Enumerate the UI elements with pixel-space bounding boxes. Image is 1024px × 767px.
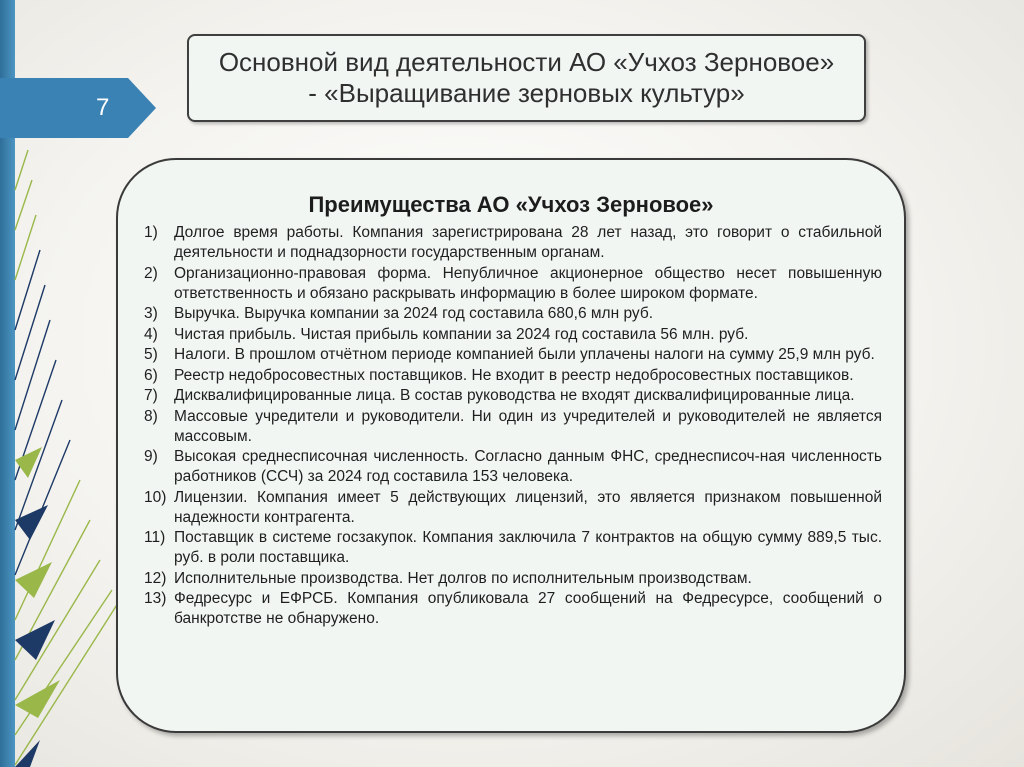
item-number: 4) xyxy=(144,325,158,343)
title-line-2: - «Выращивание зерновых культур» xyxy=(308,78,745,108)
item-number: 8) xyxy=(144,407,158,425)
list-item xyxy=(144,223,882,263)
list-item xyxy=(144,366,882,386)
list-item xyxy=(144,569,882,589)
slide-number: 7 xyxy=(96,94,110,121)
item-number: 5) xyxy=(144,346,158,363)
item-text: Реестр недобросовестных поставщиков. Не входит в реестр недобросовестных поставщиков. xyxy=(174,366,854,384)
item-number: 13) xyxy=(144,590,167,607)
item-text: Исполнительные производства. Нет долгов по исполнительным производствам. xyxy=(174,569,752,587)
slide-tab-shape xyxy=(0,78,156,138)
item-number: 12) xyxy=(144,569,167,587)
item-text: Чистая прибыль. Чистая прибыль компании за 2024 год составила 56 млн. руб. xyxy=(174,325,749,343)
item-text: Выручка. Выручка компании за 2024 год составила 680,6 млн руб. xyxy=(174,305,654,322)
item-text: Федресурс и ЕФРСБ. Компания опубликовала 27 сообщений на Федресурсе, сообщений о банкротстве не обнаружено. xyxy=(174,590,882,627)
slide-number-tab xyxy=(0,78,156,138)
list-item xyxy=(144,528,882,568)
advantages-box xyxy=(116,158,906,733)
item-number: 11) xyxy=(144,529,166,546)
list-item xyxy=(144,589,882,629)
item-number: 3) xyxy=(144,305,158,322)
item-text: Высокая среднесписочная численность. Согласно данным ФНС, среднесписоч-ная численность работников (ССЧ) за 2024 год составила 153 человека. xyxy=(174,448,882,485)
item-number: 6) xyxy=(144,366,158,384)
list-item xyxy=(144,447,882,487)
item-number: 2) xyxy=(144,264,158,282)
item-text: Налоги. В прошлом отчётном периоде компанией были уплачены налоги на сумму 25,9 млн руб. xyxy=(174,346,875,363)
list-item xyxy=(144,304,882,324)
advantages-list xyxy=(144,223,882,630)
item-text: Дисквалифицированные лица. В состав руководства не входят дисквалифицированные лица. xyxy=(174,387,855,404)
title-box xyxy=(187,34,866,122)
item-text: Лицензии. Компания имеет 5 действующих лицензий, это является признаком повышенной надежности контрагента. xyxy=(174,488,882,526)
item-number: 10) xyxy=(144,488,167,506)
list-item xyxy=(144,325,882,345)
list-item xyxy=(144,345,882,365)
advantages-heading: Преимущества АО «Учхоз Зерновое» xyxy=(308,192,714,217)
item-number: 7) xyxy=(144,387,158,404)
item-text: Поставщик в системе госзакупок. Компания заключила 7 контрактов на общую сумму 889,5 тыс. руб. в роли поставщика. xyxy=(174,529,882,566)
list-item xyxy=(144,264,882,304)
item-text: Организационно-правовая форма. Непубличное акционерное общество несет повышенную ответственность и обязано раскрывать информацию в более широком формате. xyxy=(174,264,882,302)
list-item xyxy=(144,386,882,406)
item-text: Массовые учредители и руководители. Ни один из учредителей и руководителей не является массовым. xyxy=(174,407,882,445)
list-item xyxy=(144,488,882,528)
item-number: 9) xyxy=(144,448,158,465)
item-number: 1) xyxy=(144,224,158,241)
title-line-1: Основной вид деятельности АО «Учхоз Зерновое» xyxy=(218,47,835,77)
item-text: Долгое время работы. Компания зарегистрирована 28 лет назад, это говорит о стабильной деятельности и поднадзорности государственным органам. xyxy=(174,224,882,261)
list-item xyxy=(144,407,882,447)
